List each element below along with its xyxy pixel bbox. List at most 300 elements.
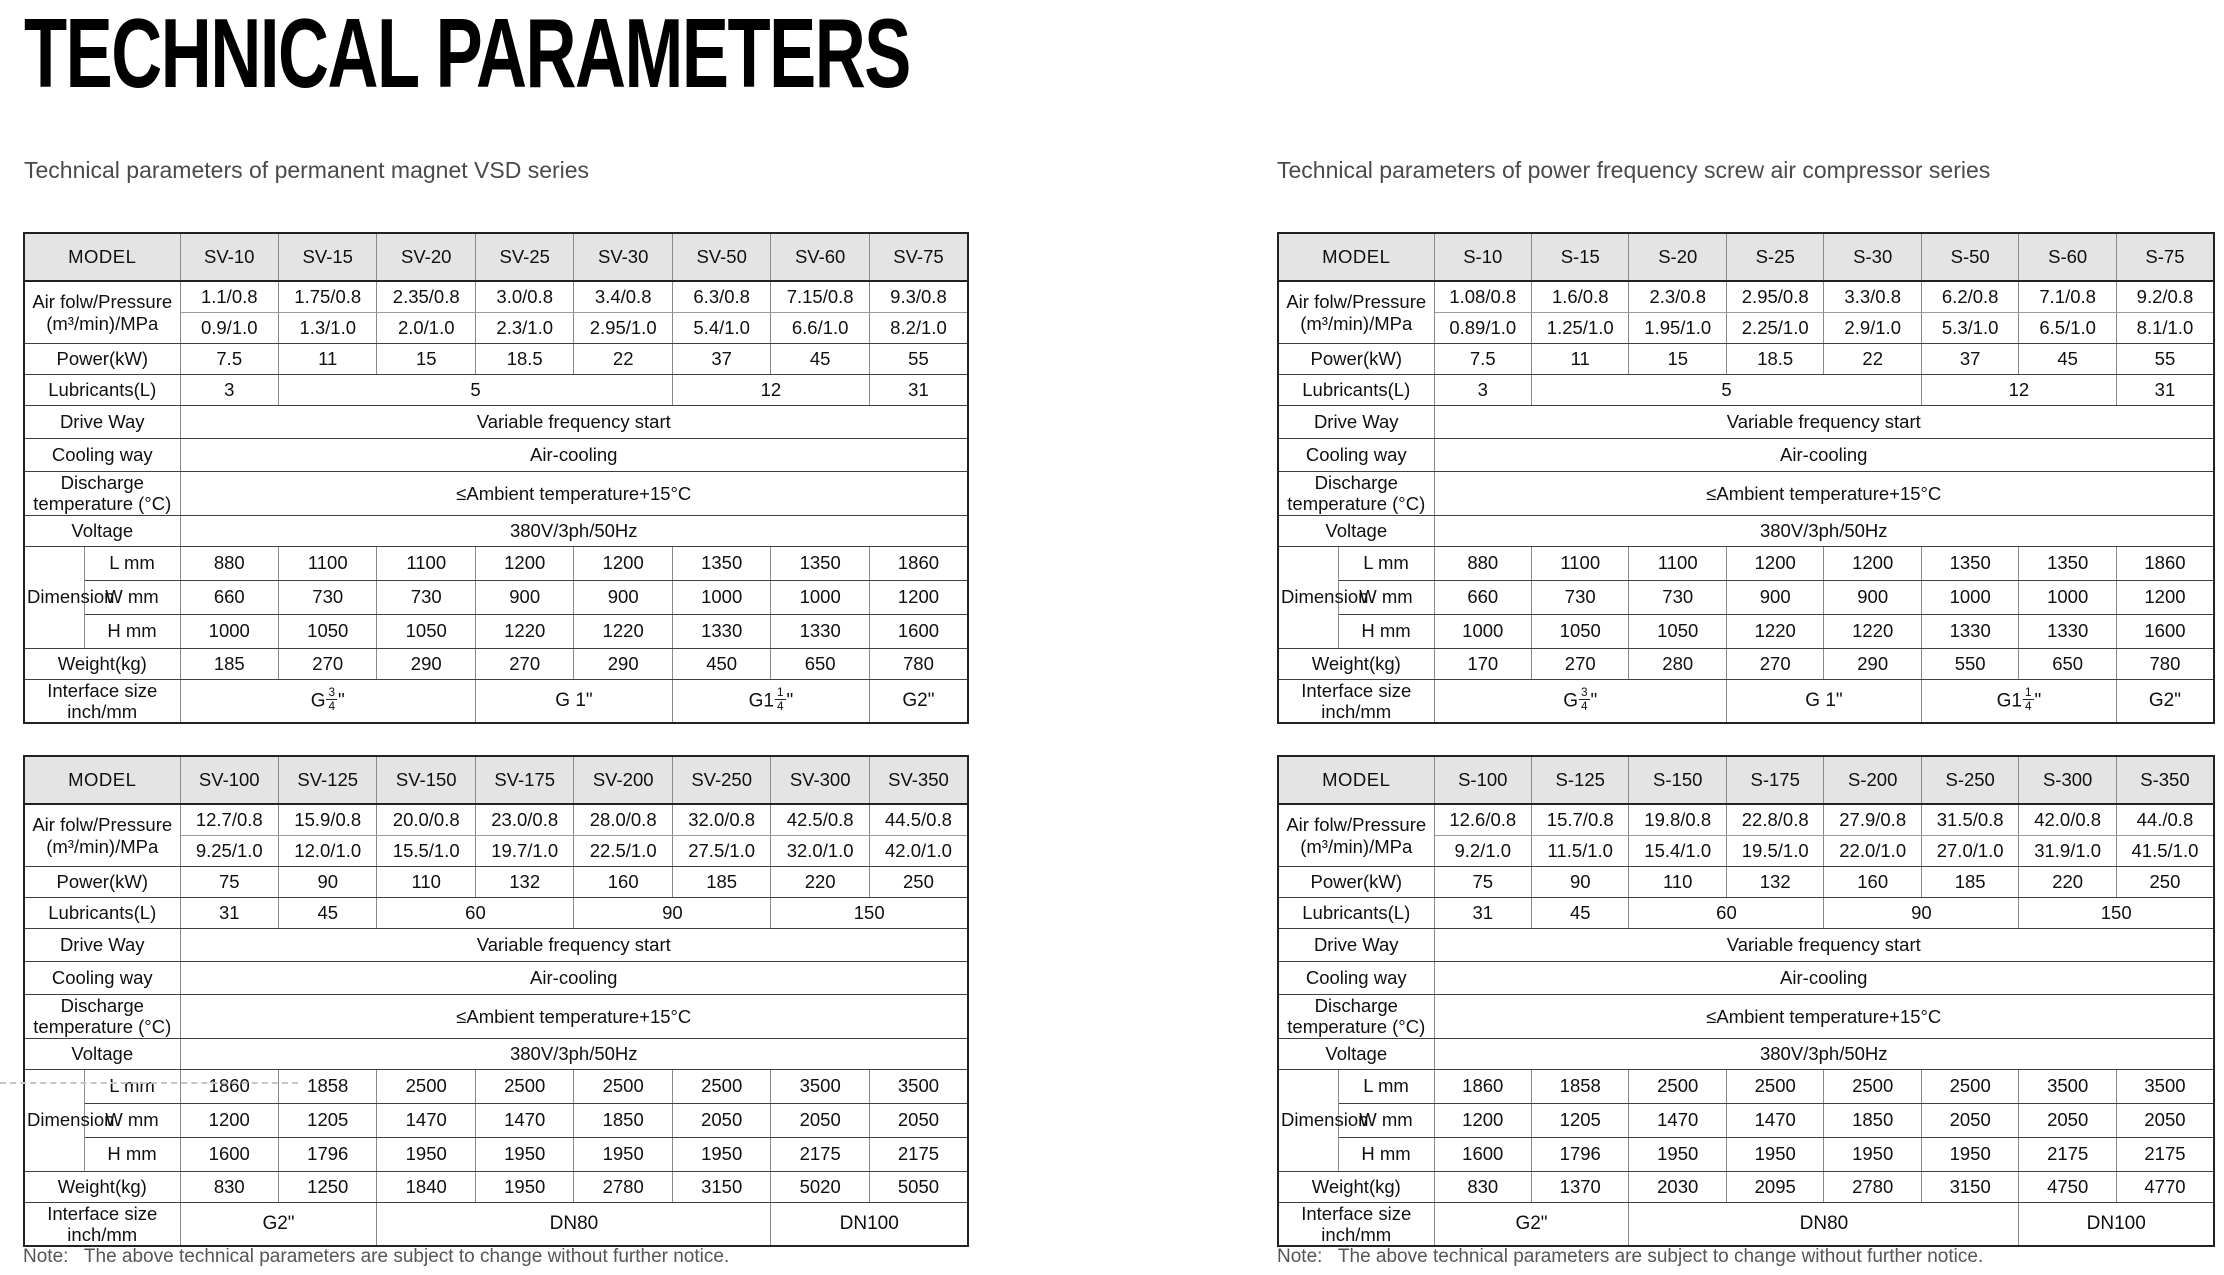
row-label-airflow: Air folw/Pressure (m³/min)/MPa [24,804,180,867]
airflow-1.0-value: 2.0/1.0 [377,313,475,344]
table-row [24,1103,968,1137]
row-label-airflow: Air folw/Pressure (m³/min)/MPa [24,281,180,344]
row-label-weight: Weight(kg) [24,1171,180,1202]
height-value: 1050 [1532,614,1629,648]
airflow-0.8-value: 12.6/0.8 [1434,804,1531,836]
airflow-0.8-value: 42.5/0.8 [771,804,869,836]
airflow-1.0-value: 9.2/1.0 [1434,836,1531,867]
power-value: 110 [377,867,475,898]
power-value: 15 [1629,344,1726,375]
table-row [24,1069,968,1103]
row-label-weight: Weight(kg) [1278,648,1434,679]
weight-value: 3150 [1921,1171,2018,1202]
airflow-0.8-value: 42.0/0.8 [2019,804,2116,836]
weight-value: 4770 [2116,1171,2214,1202]
table-row [1278,472,2214,516]
airflow-0.8-value: 2.3/0.8 [1629,281,1726,313]
height-value: 1950 [672,1137,770,1171]
model-header: S-15 [1532,233,1629,281]
width-value: 1200 [1434,1103,1531,1137]
table-row [1278,515,2214,546]
length-value: 2500 [1629,1069,1726,1103]
table-row [24,1202,968,1246]
interface-size-value: G2" [869,679,968,723]
airflow-0.8-value: 6.3/0.8 [672,281,770,313]
power-value: 185 [1921,867,2018,898]
model-header: SV-10 [180,233,278,281]
table-row [1278,1202,2214,1246]
width-value: 660 [180,580,278,614]
length-value: 3500 [2116,1069,2214,1103]
spec-table-vsd-large [23,755,969,1247]
cooling-way-value: Air-cooling [180,962,968,995]
power-value: 90 [279,867,377,898]
length-value: 1200 [475,546,573,580]
table-row [24,375,968,406]
height-value: 2175 [2019,1137,2116,1171]
height-value: 1950 [1726,1137,1823,1171]
power-value: 132 [1726,867,1823,898]
width-value: 2050 [2019,1103,2116,1137]
table-row [1278,1038,2214,1069]
airflow-0.8-value: 3.3/0.8 [1824,281,1921,313]
airflow-0.8-value: 1.6/0.8 [1532,281,1629,313]
table-row [1278,1137,2214,1171]
discharge-temp-value: ≤Ambient temperature+15°C [1434,472,2214,516]
weight-value: 2780 [1824,1171,1921,1202]
airflow-1.0-value: 11.5/1.0 [1532,836,1629,867]
model-header: SV-250 [672,756,770,804]
model-header: S-60 [2019,233,2116,281]
table-row [1278,406,2214,439]
lubricants-value: 45 [1532,898,1629,929]
weight-value: 1950 [475,1171,573,1202]
row-label-length: L mm [1338,546,1434,580]
airflow-1.0-value: 1.95/1.0 [1629,313,1726,344]
airflow-0.8-value: 3.4/0.8 [574,281,672,313]
interface-size-value: G1 $\frac{1}{4}$ " [672,679,869,723]
height-value: 1600 [1434,1137,1531,1171]
model-header: SV-300 [771,756,869,804]
column-header-model: MODEL [24,756,180,804]
lubricants-value: 5 [1532,375,1922,406]
airflow-1.0-value: 1.25/1.0 [1532,313,1629,344]
airflow-0.8-value: 28.0/0.8 [574,804,672,836]
table-row [24,679,968,723]
airflow-0.8-value: 20.0/0.8 [377,804,475,836]
power-value: 18.5 [1726,344,1823,375]
row-label-voltage: Voltage [1278,515,1434,546]
row-label-drive-way: Drive Way [24,406,180,439]
table-row [24,1171,968,1202]
lubricants-value: 90 [574,898,771,929]
row-label-power: Power(kW) [24,344,180,375]
table-row [1278,281,2214,313]
airflow-1.0-value: 8.1/1.0 [2116,313,2214,344]
height-value: 1950 [377,1137,475,1171]
width-value: 2050 [2116,1103,2214,1137]
airflow-1.0-value: 0.89/1.0 [1434,313,1531,344]
height-value: 1220 [1726,614,1823,648]
weight-value: 4750 [2019,1171,2116,1202]
airflow-1.0-value: 2.95/1.0 [574,313,672,344]
width-value: 900 [1726,580,1823,614]
height-value: 1600 [2116,614,2214,648]
power-value: 7.5 [180,344,278,375]
discharge-temp-value: ≤Ambient temperature+15°C [180,472,968,516]
model-header: SV-50 [672,233,770,281]
model-header: S-100 [1434,756,1531,804]
note-right: Note: The above technical parameters are subject to change without further notice. [1277,1246,1984,1267]
length-value: 2500 [1726,1069,1823,1103]
row-label-cooling-way: Cooling way [24,962,180,995]
row-label-discharge-temp: Discharge temperature (°C) [24,995,180,1039]
lubricants-value: 12 [672,375,869,406]
airflow-1.0-value: 27.5/1.0 [672,836,770,867]
power-value: 45 [2019,344,2116,375]
airflow-0.8-value: 23.0/0.8 [475,804,573,836]
width-value: 900 [475,580,573,614]
airflow-0.8-value: 15.7/0.8 [1532,804,1629,836]
row-label-voltage: Voltage [24,515,180,546]
spec-table-vsd-small [23,232,969,724]
width-value: 1200 [180,1103,278,1137]
weight-value: 450 [672,648,770,679]
height-value: 1000 [180,614,278,648]
row-label-lubricants: Lubricants(L) [1278,375,1434,406]
power-value: 160 [1824,867,1921,898]
height-value: 1050 [279,614,377,648]
interface-size-value: G $\frac{3}{4}$ " [180,679,475,723]
width-value: 1205 [279,1103,377,1137]
model-header: S-150 [1629,756,1726,804]
length-value: 2500 [1824,1069,1921,1103]
power-value: 250 [869,867,968,898]
width-value: 2050 [1921,1103,2018,1137]
airflow-1.0-value: 19.7/1.0 [475,836,573,867]
width-value: 1470 [1629,1103,1726,1137]
airflow-1.0-value: 6.6/1.0 [771,313,869,344]
power-value: 90 [1532,867,1629,898]
model-header: SV-20 [377,233,475,281]
length-value: 1200 [1726,546,1823,580]
lubricants-value: 31 [1434,898,1531,929]
column-header-model: MODEL [1278,756,1434,804]
table-row [24,898,968,929]
airflow-0.8-value: 1.08/0.8 [1434,281,1531,313]
length-value: 2500 [475,1069,573,1103]
weight-value: 170 [1434,648,1531,679]
spec-table-pf-large [1277,755,2215,1247]
airflow-1.0-value: 27.0/1.0 [1921,836,2018,867]
discharge-temp-value: ≤Ambient temperature+15°C [1434,995,2214,1039]
interface-size-value: G1 $\frac{1}{4}$ " [1921,679,2116,723]
width-value: 1850 [1824,1103,1921,1137]
airflow-0.8-value: 22.8/0.8 [1726,804,1823,836]
weight-value: 185 [180,648,278,679]
airflow-0.8-value: 12.7/0.8 [180,804,278,836]
airflow-1.0-value: 5.3/1.0 [1921,313,2018,344]
width-value: 2050 [672,1103,770,1137]
weight-value: 2030 [1629,1171,1726,1202]
voltage-value: 380V/3ph/50Hz [1434,1038,2214,1069]
model-header: SV-100 [180,756,278,804]
height-value: 1330 [1921,614,2018,648]
height-value: 2175 [2116,1137,2214,1171]
airflow-1.0-value: 6.5/1.0 [2019,313,2116,344]
length-value: 1860 [180,1069,278,1103]
model-header: S-200 [1824,756,1921,804]
row-label-dimension: Dimension [1278,1069,1338,1171]
weight-value: 2095 [1726,1171,1823,1202]
interface-size-value: G2" [2116,679,2214,723]
lubricants-value: 45 [279,898,377,929]
row-label-width: W mm [1338,580,1434,614]
table-row [24,439,968,472]
length-value: 3500 [869,1069,968,1103]
drive-way-value: Variable frequency start [1434,406,2214,439]
cooling-way-value: Air-cooling [180,439,968,472]
weight-value: 650 [2019,648,2116,679]
model-header: S-300 [2019,756,2116,804]
width-value: 1205 [1532,1103,1629,1137]
power-value: 37 [672,344,770,375]
drive-way-value: Variable frequency start [1434,929,2214,962]
airflow-0.8-value: 3.0/0.8 [475,281,573,313]
height-value: 1600 [180,1137,278,1171]
width-value: 1000 [771,580,869,614]
height-value: 1050 [377,614,475,648]
airflow-1.0-value: 2.3/1.0 [475,313,573,344]
width-value: 730 [377,580,475,614]
spec-table-pf-small [1277,232,2215,724]
weight-value: 780 [2116,648,2214,679]
table-row [24,929,968,962]
length-value: 1200 [574,546,672,580]
table-row [1278,233,2214,281]
voltage-value: 380V/3ph/50Hz [180,1038,968,1069]
row-label-airflow: Air folw/Pressure (m³/min)/MPa [1278,281,1434,344]
weight-value: 3150 [672,1171,770,1202]
model-header: SV-30 [574,233,672,281]
power-value: 11 [1532,344,1629,375]
table-row [24,344,968,375]
lubricants-value: 31 [2116,375,2214,406]
width-value: 1000 [672,580,770,614]
table-row [24,756,968,804]
row-label-cooling-way: Cooling way [1278,962,1434,995]
length-value: 2500 [672,1069,770,1103]
width-value: 1200 [2116,580,2214,614]
subtitle-power-frequency-series: Technical parameters of power frequency screw air compressor series [1277,157,1991,183]
airflow-1.0-value: 2.25/1.0 [1726,313,1823,344]
weight-value: 290 [377,648,475,679]
width-value: 1000 [1921,580,2018,614]
table-row [1278,1171,2214,1202]
power-value: 15 [377,344,475,375]
row-label-power: Power(kW) [1278,344,1434,375]
power-value: 160 [574,867,672,898]
weight-value: 830 [1434,1171,1531,1202]
airflow-1.0-value: 22.5/1.0 [574,836,672,867]
row-label-width: W mm [84,580,180,614]
power-value: 55 [869,344,968,375]
discharge-temp-value: ≤Ambient temperature+15°C [180,995,968,1039]
power-value: 132 [475,867,573,898]
airflow-1.0-value: 19.5/1.0 [1726,836,1823,867]
table-row [1278,546,2214,580]
model-header: SV-25 [475,233,573,281]
airflow-1.0-value: 5.4/1.0 [672,313,770,344]
model-header: S-175 [1726,756,1823,804]
table-row [24,648,968,679]
width-value: 900 [574,580,672,614]
row-label-length: L mm [1338,1069,1434,1103]
airflow-0.8-value: 44.5/0.8 [869,804,968,836]
row-label-drive-way: Drive Way [24,929,180,962]
table-row [24,546,968,580]
interface-size-value: G 1" [475,679,672,723]
lubricants-value: 60 [1629,898,1824,929]
power-value: 22 [574,344,672,375]
length-value: 3500 [2019,1069,2116,1103]
row-label-height: H mm [1338,614,1434,648]
power-value: 45 [771,344,869,375]
interface-size-value: G $\frac{3}{4}$ " [1434,679,1726,723]
fraction: $\frac{3}{4}$ [1580,685,1588,714]
airflow-0.8-value: 27.9/0.8 [1824,804,1921,836]
table-row [24,281,968,313]
lubricants-value: 31 [180,898,278,929]
lubricants-value: 3 [1434,375,1531,406]
interface-size-value: DN80 [1629,1202,2019,1246]
cooling-way-value: Air-cooling [1434,962,2214,995]
airflow-1.0-value: 15.5/1.0 [377,836,475,867]
interface-size-value: DN100 [771,1202,968,1246]
fold-mark-dashed-line [0,1082,298,1084]
power-value: 220 [771,867,869,898]
table-row [1278,1069,2214,1103]
column-header-model: MODEL [24,233,180,281]
length-value: 1100 [279,546,377,580]
model-header: SV-350 [869,756,968,804]
interface-size-value: DN100 [2019,1202,2214,1246]
weight-value: 280 [1629,648,1726,679]
length-value: 3500 [771,1069,869,1103]
width-value: 2050 [771,1103,869,1137]
row-label-dimension: Dimension [1278,546,1338,648]
row-label-discharge-temp: Discharge temperature (°C) [24,472,180,516]
weight-value: 1370 [1532,1171,1629,1202]
power-value: 75 [180,867,278,898]
drive-way-value: Variable frequency start [180,929,968,962]
airflow-1.0-value: 42.0/1.0 [869,836,968,867]
height-value: 1950 [574,1137,672,1171]
airflow-0.8-value: 19.8/0.8 [1629,804,1726,836]
table-row [1278,580,2214,614]
length-value: 880 [1434,546,1531,580]
lubricants-value: 12 [1921,375,2116,406]
length-value: 2500 [377,1069,475,1103]
power-value: 7.5 [1434,344,1531,375]
table-row [1278,439,2214,472]
table-row [24,804,968,836]
length-value: 1350 [672,546,770,580]
height-value: 1950 [475,1137,573,1171]
weight-value: 650 [771,648,869,679]
row-label-discharge-temp: Discharge temperature (°C) [1278,995,1434,1039]
lubricants-value: 3 [180,375,278,406]
voltage-value: 380V/3ph/50Hz [1434,515,2214,546]
drive-way-value: Variable frequency start [180,406,968,439]
height-value: 1220 [475,614,573,648]
fraction: $\frac{3}{4}$ [328,685,336,714]
height-value: 2175 [869,1137,968,1171]
width-value: 730 [1532,580,1629,614]
weight-value: 270 [279,648,377,679]
row-label-drive-way: Drive Way [1278,929,1434,962]
height-value: 1796 [1532,1137,1629,1171]
row-label-weight: Weight(kg) [1278,1171,1434,1202]
height-value: 1600 [869,614,968,648]
airflow-1.0-value: 8.2/1.0 [869,313,968,344]
length-value: 2500 [574,1069,672,1103]
width-value: 1470 [1726,1103,1823,1137]
power-value: 185 [672,867,770,898]
table-row [24,515,968,546]
row-label-interface-size: Interface size inch/mm [1278,679,1434,723]
height-value: 1950 [1824,1137,1921,1171]
length-value: 1860 [869,546,968,580]
row-label-width: W mm [84,1103,180,1137]
airflow-1.0-value: 9.25/1.0 [180,836,278,867]
table-row [24,1137,968,1171]
weight-value: 1250 [279,1171,377,1202]
height-value: 1000 [1434,614,1531,648]
airflow-0.8-value: 1.1/0.8 [180,281,278,313]
height-value: 1330 [672,614,770,648]
length-value: 1860 [2116,546,2214,580]
row-label-dimension: Dimension [24,546,84,648]
row-label-drive-way: Drive Way [1278,406,1434,439]
height-value: 1050 [1629,614,1726,648]
width-value: 1470 [475,1103,573,1137]
width-value: 900 [1824,580,1921,614]
row-label-weight: Weight(kg) [24,648,180,679]
airflow-0.8-value: 1.75/0.8 [279,281,377,313]
power-value: 22 [1824,344,1921,375]
lubricants-value: 150 [2019,898,2214,929]
length-value: 1350 [1921,546,2018,580]
height-value: 1330 [771,614,869,648]
row-label-voltage: Voltage [24,1038,180,1069]
power-value: 75 [1434,867,1531,898]
airflow-1.0-value: 0.9/1.0 [180,313,278,344]
table-row [1278,375,2214,406]
weight-value: 290 [574,648,672,679]
width-value: 1000 [2019,580,2116,614]
table-row [1278,898,2214,929]
table-row [24,580,968,614]
power-value: 37 [1921,344,2018,375]
airflow-0.8-value: 32.0/0.8 [672,804,770,836]
note-left: Note: The above technical parameters are subject to change without further notice. [23,1246,730,1267]
weight-value: 1840 [377,1171,475,1202]
model-header: SV-175 [475,756,573,804]
weight-value: 780 [869,648,968,679]
table-row [1278,756,2214,804]
airflow-1.0-value: 31.9/1.0 [2019,836,2116,867]
